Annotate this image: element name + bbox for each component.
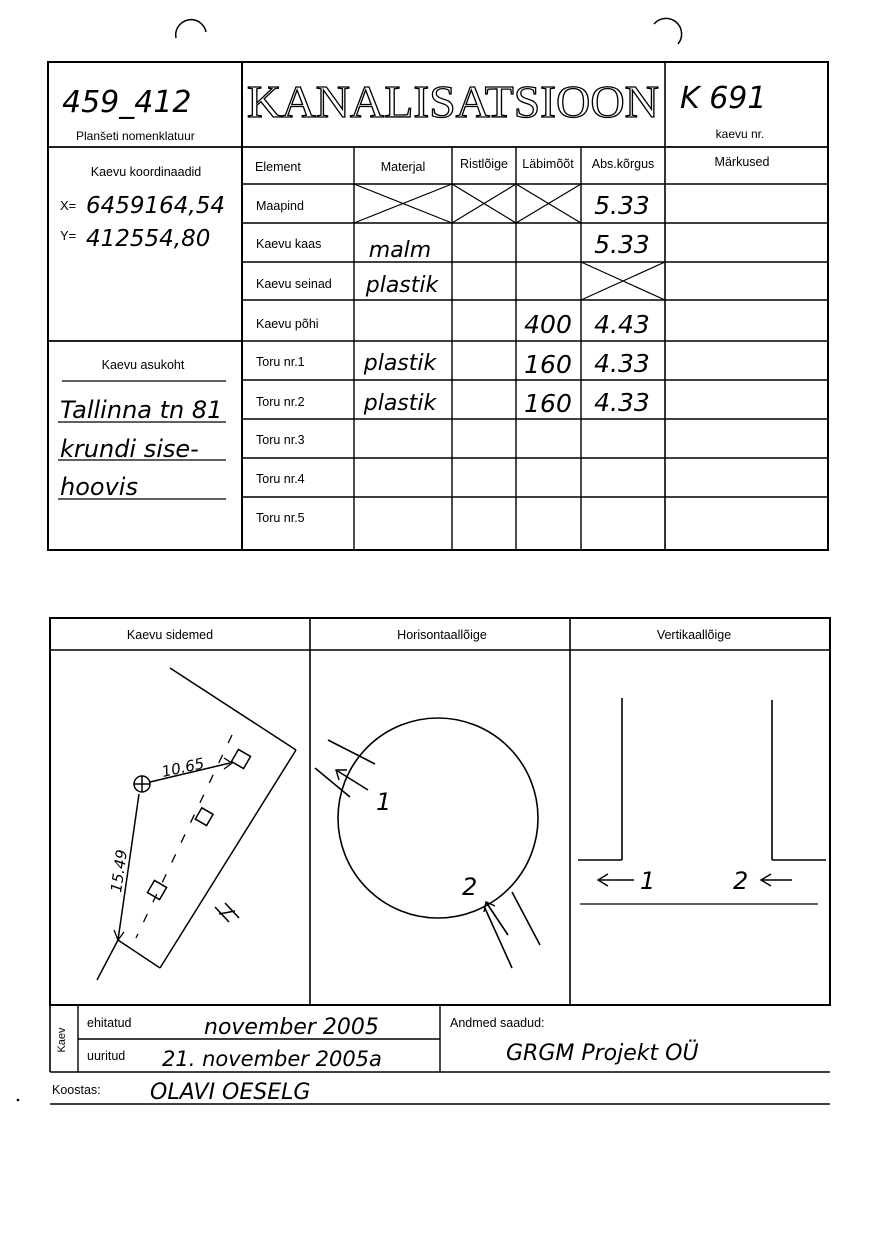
nomenclature-value: 459_412 [62, 85, 192, 120]
bottom-card [50, 618, 830, 1005]
table-row [256, 191, 650, 220]
data-source-label: Andmed saadud: [450, 1016, 545, 1030]
table-row [256, 273, 440, 298]
row-material: plastik [363, 351, 437, 376]
y-value: 412554,80 [86, 226, 211, 252]
row-material: plastik [365, 273, 439, 298]
well-number-value: K 691 [680, 81, 767, 116]
row-element: Kaevu seinad [256, 277, 332, 291]
row-element: Toru nr.5 [256, 511, 305, 525]
row-height: 4.33 [594, 349, 650, 378]
well-side-label: Kaev [56, 1027, 68, 1053]
table-row [256, 472, 305, 486]
connections-sketch [97, 668, 296, 980]
row-height: 5.33 [594, 191, 650, 220]
nomenclature-label: Planšeti nomenklatuur [76, 129, 195, 143]
vertical-section-sketch [578, 698, 826, 904]
table-row [256, 433, 305, 447]
page-title: KANALISATSIOON [247, 76, 659, 127]
row-element: Kaevu kaas [256, 237, 322, 251]
location-line-3: hoovis [60, 473, 138, 501]
pipe-1-label: 1 [640, 867, 656, 895]
surveyed-value: 21. november 2005a [162, 1047, 382, 1071]
row-height: 4.43 [594, 310, 650, 339]
row-element: Toru nr.3 [256, 433, 305, 447]
vertical-section-title: Vertikaallõige [656, 628, 732, 642]
header-diameter: Läbimõõt [522, 157, 574, 171]
row-diameter: 160 [524, 389, 572, 418]
location-label: Kaevu asukoht [101, 358, 185, 372]
pipe-1-label: 1 [376, 788, 392, 816]
dimension-label: 15.49 [107, 848, 131, 894]
header-material: Materjal [380, 160, 426, 174]
checked-label: ehitatud [87, 1016, 132, 1030]
dimension-label: 10.65 [160, 754, 206, 781]
horizontal-section-title: Horisontaallõige [397, 628, 487, 642]
surveyed-label: uuritud [87, 1049, 126, 1063]
header-abs-height: Abs.kõrgus [591, 157, 655, 171]
well-circle [338, 718, 538, 918]
data-source-value: GRGM Projekt OÜ [506, 1041, 699, 1066]
table-row [256, 230, 650, 263]
building-marker [147, 880, 166, 899]
row-element: Toru nr.2 [256, 395, 305, 409]
checked-value: november 2005 [204, 1015, 379, 1040]
row-material: plastik [363, 391, 437, 416]
row-material: malm [368, 238, 432, 263]
stray-dot [17, 1099, 20, 1102]
table-row [256, 511, 305, 525]
row-element: Toru nr.1 [256, 355, 305, 369]
connections-title: Kaevu sidemed [126, 628, 214, 642]
punch-hole-left [176, 20, 206, 38]
row-element: Maapind [256, 199, 304, 213]
building-marker [195, 808, 213, 826]
compiler-value: OLAVI OESELG [150, 1080, 311, 1105]
row-height: 5.33 [594, 230, 650, 259]
y-label: Y= [60, 228, 77, 243]
pipe-2-label: 2 [462, 873, 478, 901]
header-element: Element [255, 160, 301, 174]
row-diameter: 160 [524, 350, 572, 379]
location-line-2: krundi sise- [60, 435, 199, 463]
header-remarks: Märkused [714, 155, 770, 169]
table-row [256, 388, 650, 418]
header-cross-section: Ristlõige [460, 157, 508, 171]
table-header [255, 155, 769, 174]
location-line-1: Tallinna tn 81 [60, 396, 223, 424]
row-diameter: 400 [524, 310, 572, 339]
table-row [256, 310, 650, 339]
building-marker [231, 749, 250, 768]
x-value: 6459164,54 [86, 193, 226, 219]
pipe-2-label: 2 [733, 867, 749, 895]
compiler-label: Koostas: [52, 1083, 101, 1097]
table-row [256, 349, 650, 379]
well-number-label: kaevu nr. [715, 127, 765, 141]
x-label: X= [60, 198, 77, 213]
horizontal-section-sketch [315, 718, 540, 968]
row-element: Toru nr.4 [256, 472, 305, 486]
coordinates-label: Kaevu koordinaadid [90, 165, 202, 179]
punch-hole-right [654, 18, 682, 44]
row-element: Kaevu põhi [256, 317, 319, 331]
row-height: 4.33 [594, 388, 650, 417]
